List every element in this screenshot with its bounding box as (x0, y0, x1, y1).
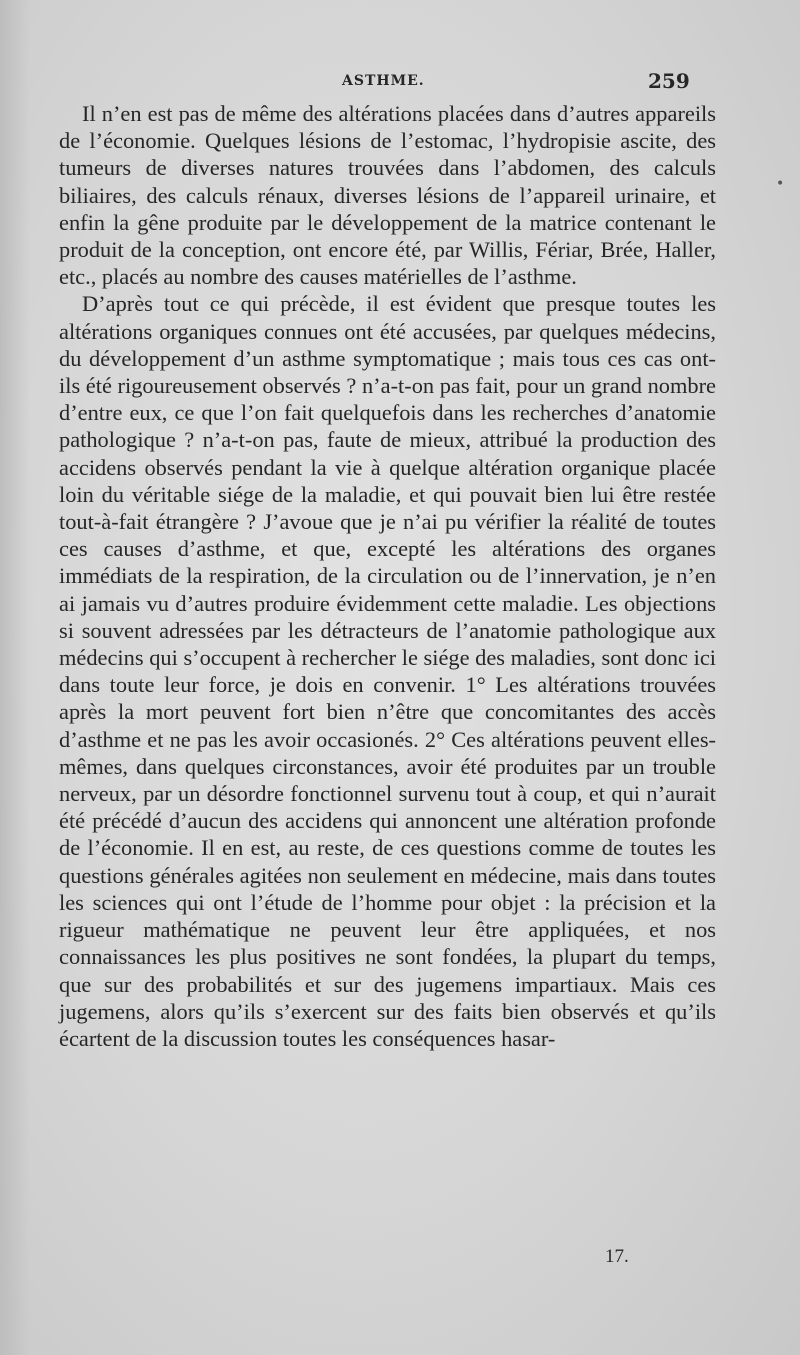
body-text (59, 100, 716, 1052)
paragraph: Il n’en est pas de même des altérations placées dans d’autres appareils de l’économie. Quelques lésions de l’estomac, l’hydropisie ascite, des tumeurs de diverses natures trouvées dans l’abdomen, des calculs biliaires, des calculs rénaux, diverses lésions de l’appareil urinaire, et enfin la gêne produite par le développement de la matrice contenant le produit de la conception, ont encore été, par Willis, Fériar, Brée, Haller, etc., placés au nombre des causes matérielles de l’asthme. (59, 101, 716, 290)
stray-mark: • (776, 176, 785, 192)
page-number: 259 (648, 69, 690, 93)
signature-mark: 17. (605, 1246, 629, 1267)
paragraph: D’après tout ce qui précède, il est évident que presque toutes les altérations organiques connues ont été accusées, par quelques médecins, du développement d’un asthme symptomatique ; mais tous ces cas ont-ils été rigoureusement observés ? n’a-t-on pas fait, pour un grand nombre d’entre eux, ce que l’on fait quelquefois dans les recherches d’anatomie pathologique ? n’a-t-on pas, faute de mieux, attribué la production des accidens observés pendant la vie à quelque altération organique placée loin du véritable siége de la maladie, et qui pouvait bien lui être restée tout-à-fait étrangère ? J’avoue que je n’ai pu vérifier la réalité de toutes ces causes d’asthme, et que, excepté les altérations des organes immédiats de la respiration, de la circulation ou de l’innervation, je n’en ai jamais vu d’autres produire évidemment cette maladie. Les objections si souvent adressées par les détracteurs de l’anatomie pathologique aux médecins qui s’occupent à rechercher le siége des maladies, sont donc ici dans toute leur force, je dois en convenir. 1° Les altérations trouvées après la mort peuvent fort bien n’être que concomitantes des accès d’asthme et ne pas les avoir occasionés. 2° Ces altérations peuvent elles-mêmes, dans quelques circonstances, avoir été produites par un trouble nerveux, par un désordre fonctionnel survenu tout à coup, et qui n’aurait été précédé d’aucun des accidens qui annoncent une altération profonde de l’économie. Il en est, au reste, de ces questions comme de toutes les questions générales agitées non seulement en médecine, mais dans toutes les sciences qui ont l’étude de l’homme pour objet : la précision et la rigueur mathématique ne peuvent leur être appliquées, et nos connaissances les plus positives ne sont fondées, la plupart du temps, que sur des probabilités et sur des jugemens impartiaux. Mais ces jugemens, alors qu’ils s’exercent sur des faits bien observés et qu’ils écartent de la discussion toutes les conséquences hasar- (59, 291, 716, 1051)
running-head (0, 69, 800, 97)
running-title: ASTHME. (342, 73, 425, 89)
